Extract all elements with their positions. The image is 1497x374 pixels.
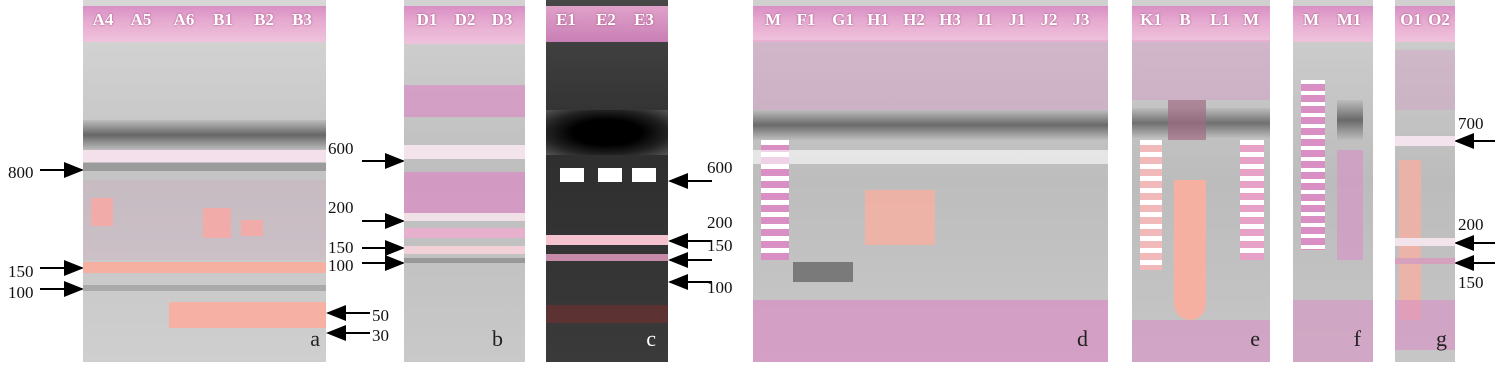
lane-label: K1 — [1140, 10, 1162, 29]
lane-label: D2 — [454, 10, 476, 29]
size-label: 200 — [328, 198, 354, 217]
gel-panel-f — [1293, 0, 1373, 362]
gel-panel-a — [83, 0, 326, 362]
lane-label: J3 — [1072, 10, 1090, 29]
lane-label: E1 — [556, 10, 576, 29]
size-label: 200 — [1458, 215, 1484, 234]
panel-letter: g — [1436, 326, 1447, 351]
lane-label: D1 — [416, 10, 438, 29]
lane-label: D3 — [491, 10, 513, 29]
panel-letter: a — [310, 326, 320, 351]
gel-panel-g — [1395, 0, 1455, 362]
size-label: 800 — [8, 163, 34, 182]
lane-label: H2 — [903, 10, 925, 29]
lane-label: M — [1302, 10, 1320, 29]
gel-panel-e — [1132, 0, 1270, 362]
lane-label: M — [1242, 10, 1260, 29]
lane-label: J2 — [1040, 10, 1058, 29]
panel-letter: c — [646, 326, 656, 351]
size-label: 200 — [707, 213, 733, 232]
lane-label: B1 — [213, 10, 233, 29]
size-label: 30 — [372, 326, 389, 345]
panel-letter: d — [1077, 326, 1088, 351]
gel-panel-c — [546, 0, 668, 362]
size-label: 100 — [8, 283, 34, 302]
lane-label: M1 — [1336, 10, 1362, 29]
lane-label: G1 — [832, 10, 854, 29]
lane-label: I1 — [977, 10, 993, 29]
size-label: 150 — [328, 238, 354, 257]
panel-letter: b — [492, 326, 503, 351]
lane-label: B2 — [254, 10, 274, 29]
lane-label: E3 — [634, 10, 654, 29]
lane-label: F1 — [796, 10, 816, 29]
size-label: 50 — [372, 306, 389, 325]
size-label: 600 — [328, 139, 354, 158]
size-label: 150 — [707, 236, 733, 255]
gel-panel-b — [404, 0, 525, 362]
lane-label: H3 — [939, 10, 961, 29]
gel-panel-d — [753, 0, 1108, 362]
size-label: 150 — [8, 262, 34, 281]
lane-label: A6 — [173, 10, 195, 29]
lane-label: A4 — [92, 10, 114, 29]
lane-label: O2 — [1428, 10, 1450, 29]
size-label: 150 — [1458, 273, 1484, 292]
lane-label: O1 — [1400, 10, 1422, 29]
lane-label: M — [764, 10, 782, 29]
lane-label: B — [1179, 10, 1191, 29]
size-label: 700 — [1458, 114, 1484, 133]
lane-label: B3 — [292, 10, 312, 29]
lane-label: H1 — [867, 10, 889, 29]
lane-label: A5 — [130, 10, 152, 29]
lane-label: E2 — [596, 10, 616, 29]
panel-letter: f — [1353, 326, 1361, 351]
size-label: 100 — [707, 278, 733, 297]
size-label: 600 — [707, 158, 733, 177]
lane-label: L1 — [1210, 10, 1230, 29]
size-label: 100 — [328, 256, 354, 275]
lane-label: J1 — [1008, 10, 1026, 29]
panel-letter: e — [1250, 326, 1260, 351]
